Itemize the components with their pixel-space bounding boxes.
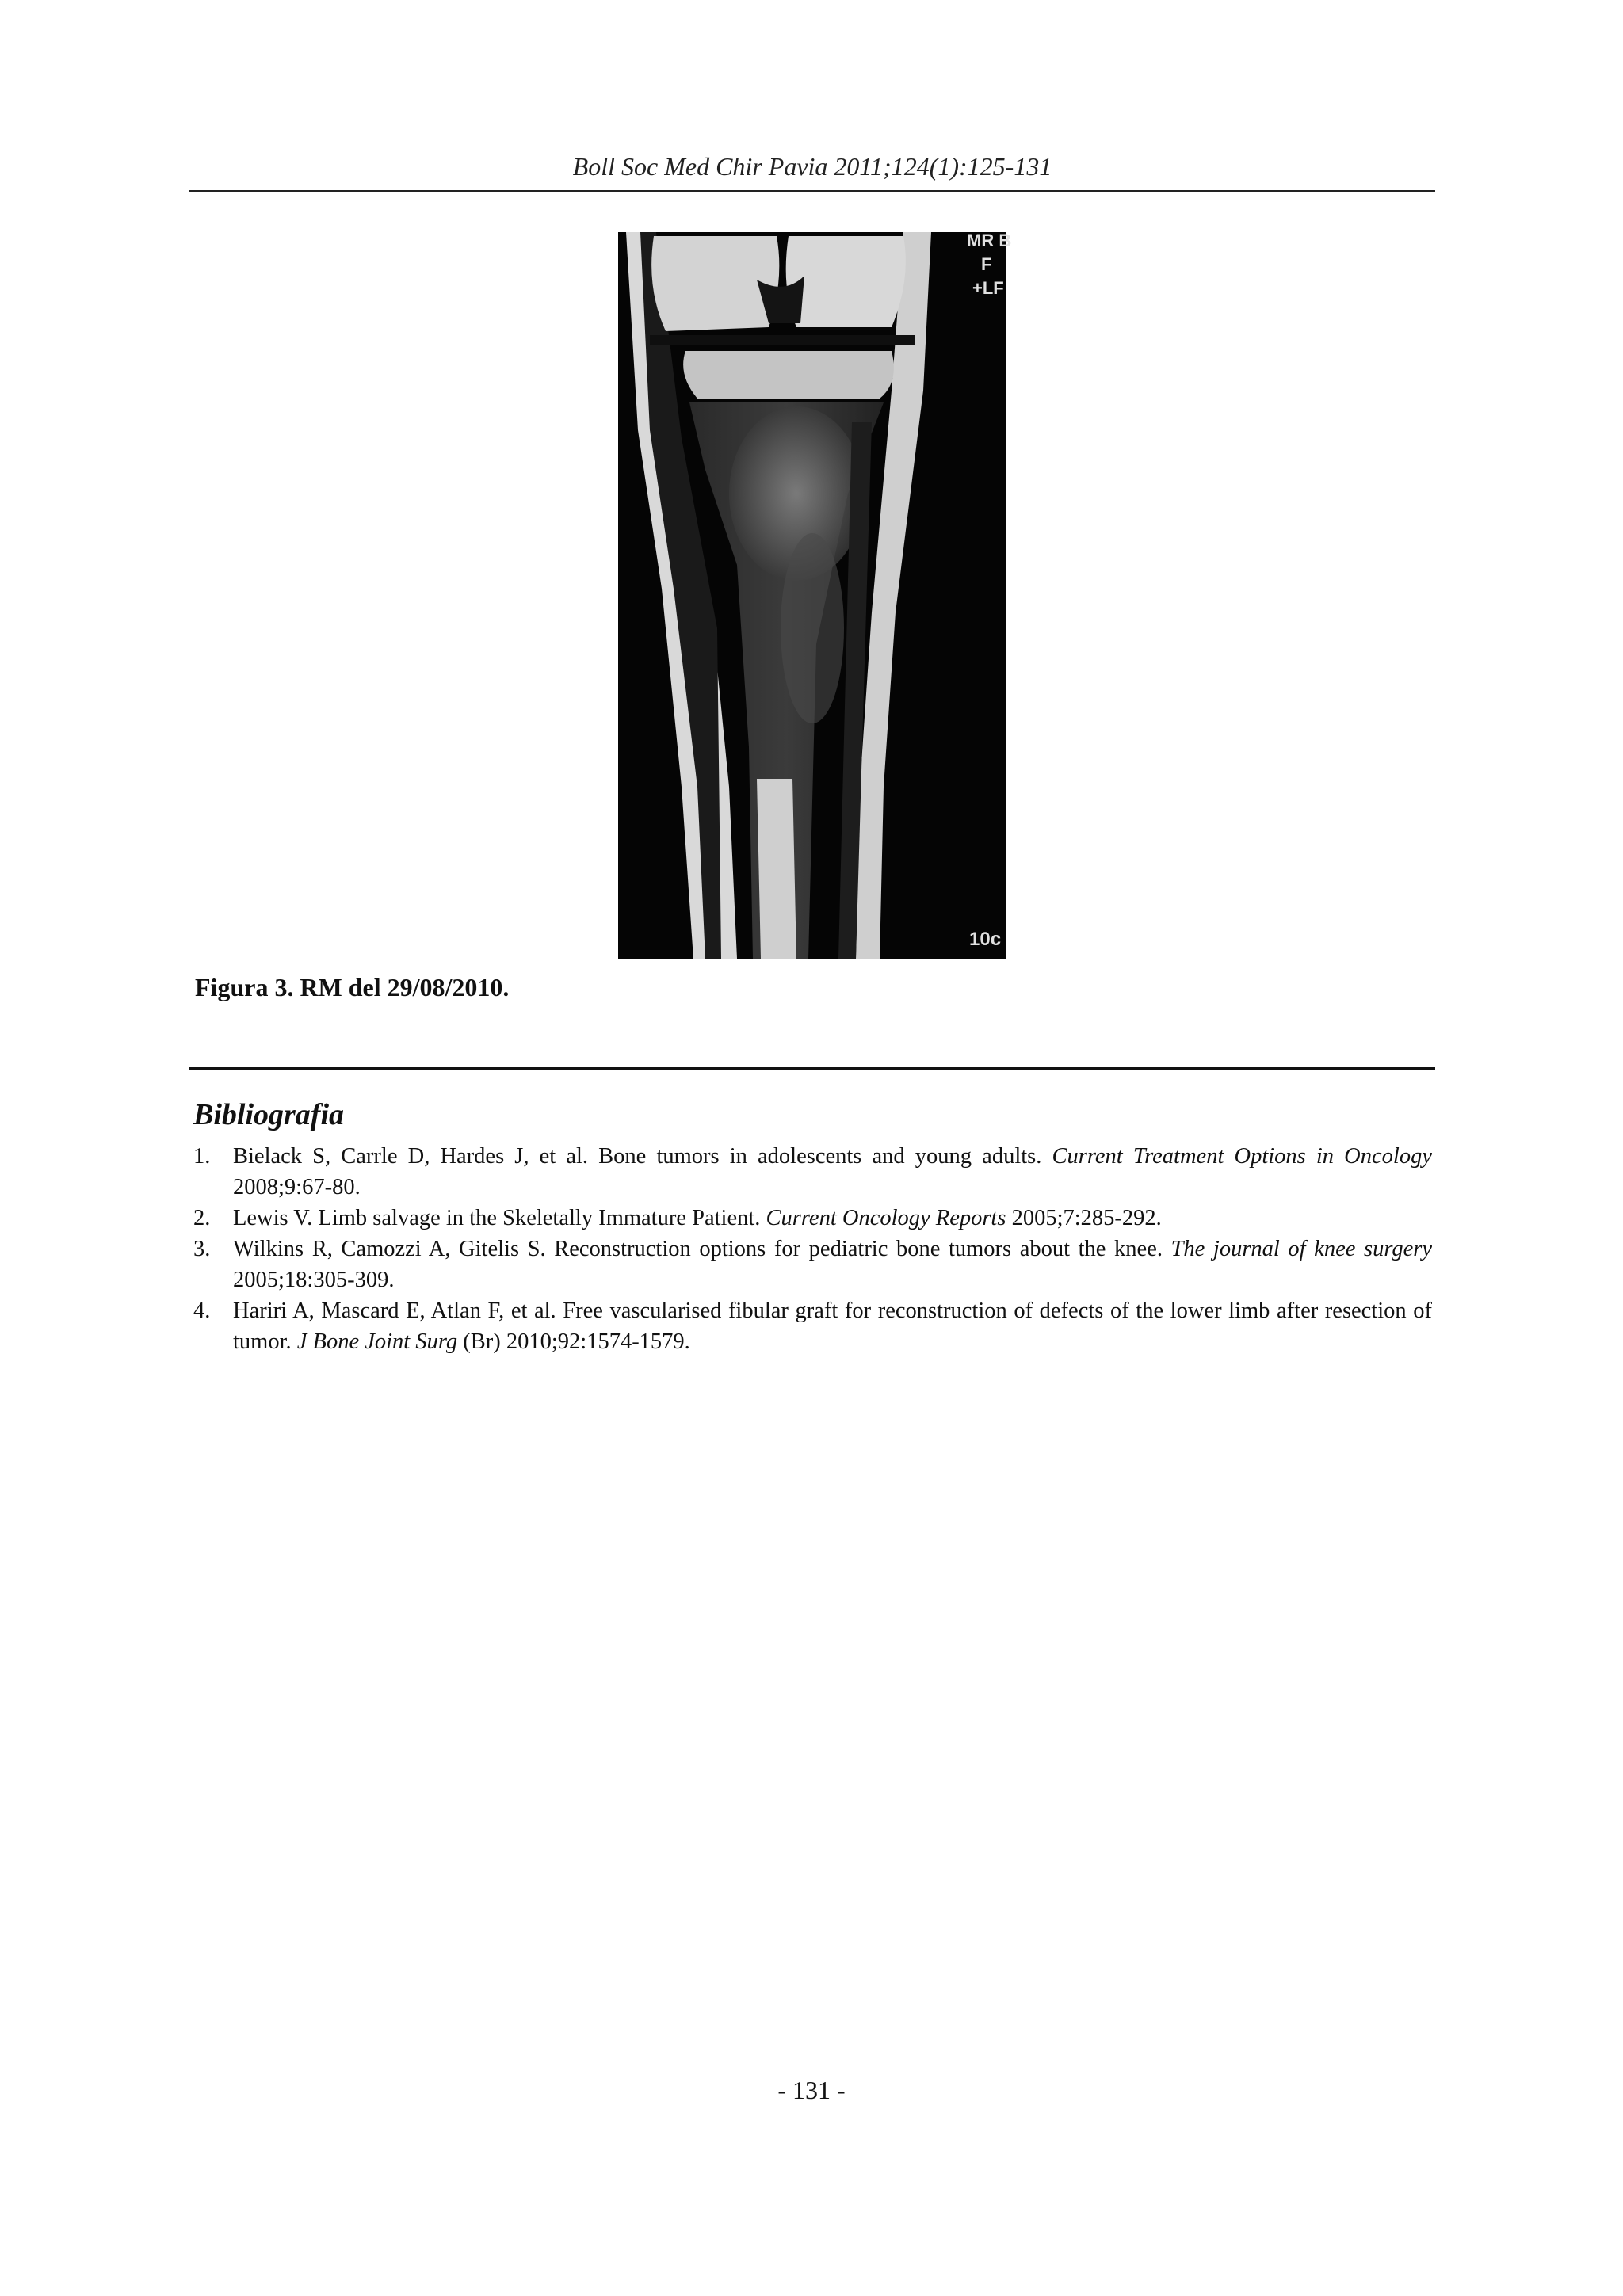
running-header: Boll Soc Med Chir Pavia 2011;124(1):125-131 [572,152,1052,181]
reference-number: 1. [193,1144,211,1169]
page-number: - 131 - [777,2076,846,2104]
reference-journal: Current Oncology Reports [766,1206,1006,1230]
overlay-scale-text: 10c [969,929,1002,950]
overlay-text-1: MR B [967,231,1012,250]
reference-item [193,1203,1432,1234]
reference-item [193,1295,1432,1357]
mri-image [618,231,1012,959]
reference-details: 2008;9:67-80. [233,1175,361,1199]
header-rule [189,190,1435,192]
reference-text: Lewis V. Limb salvage in the Skeletally Immature Patient. [233,1206,766,1230]
reference-text: Wilkins R, Camozzi A, Gitelis S. Reconstruction options for pediatric bone tumors about the knee. [233,1237,1171,1261]
reference-list [193,1141,1432,1357]
overlay-text-3: +LF [972,278,1004,298]
section-rule [189,1067,1435,1070]
reference-journal: J Bone Joint Surg [296,1329,458,1354]
reference-item [193,1234,1432,1295]
reference-details: 2005;18:305-309. [233,1268,395,1292]
reference-number: 3. [193,1237,211,1261]
overlay-text-2: F [981,254,992,274]
mri-figure [618,231,1012,959]
reference-journal: The journal of knee surgery [1170,1237,1432,1261]
bibliography-heading: Bibliografia [193,1098,345,1131]
reference-text: Hariri A, Mascard E, Atlan F, et al. Free vascularised fibular graft for reconstruction of defects of the lower limb after resection of tumor. [233,1299,1432,1354]
reference-journal: Current Treatment Options in Oncology [1052,1144,1432,1169]
reference-text: Bielack S, Carrle D, Hardes J, et al. Bone tumors in adolescents and young adults. [233,1144,1052,1169]
reference-number: 2. [193,1206,211,1230]
reference-details: (Br) 2010;92:1574-1579. [457,1329,690,1354]
reference-number: 4. [193,1299,211,1323]
reference-details: 2005;7:285-292. [1006,1206,1162,1230]
figure-caption: Figura 3. RM del 29/08/2010. [195,973,510,1001]
reference-item [193,1141,1432,1203]
